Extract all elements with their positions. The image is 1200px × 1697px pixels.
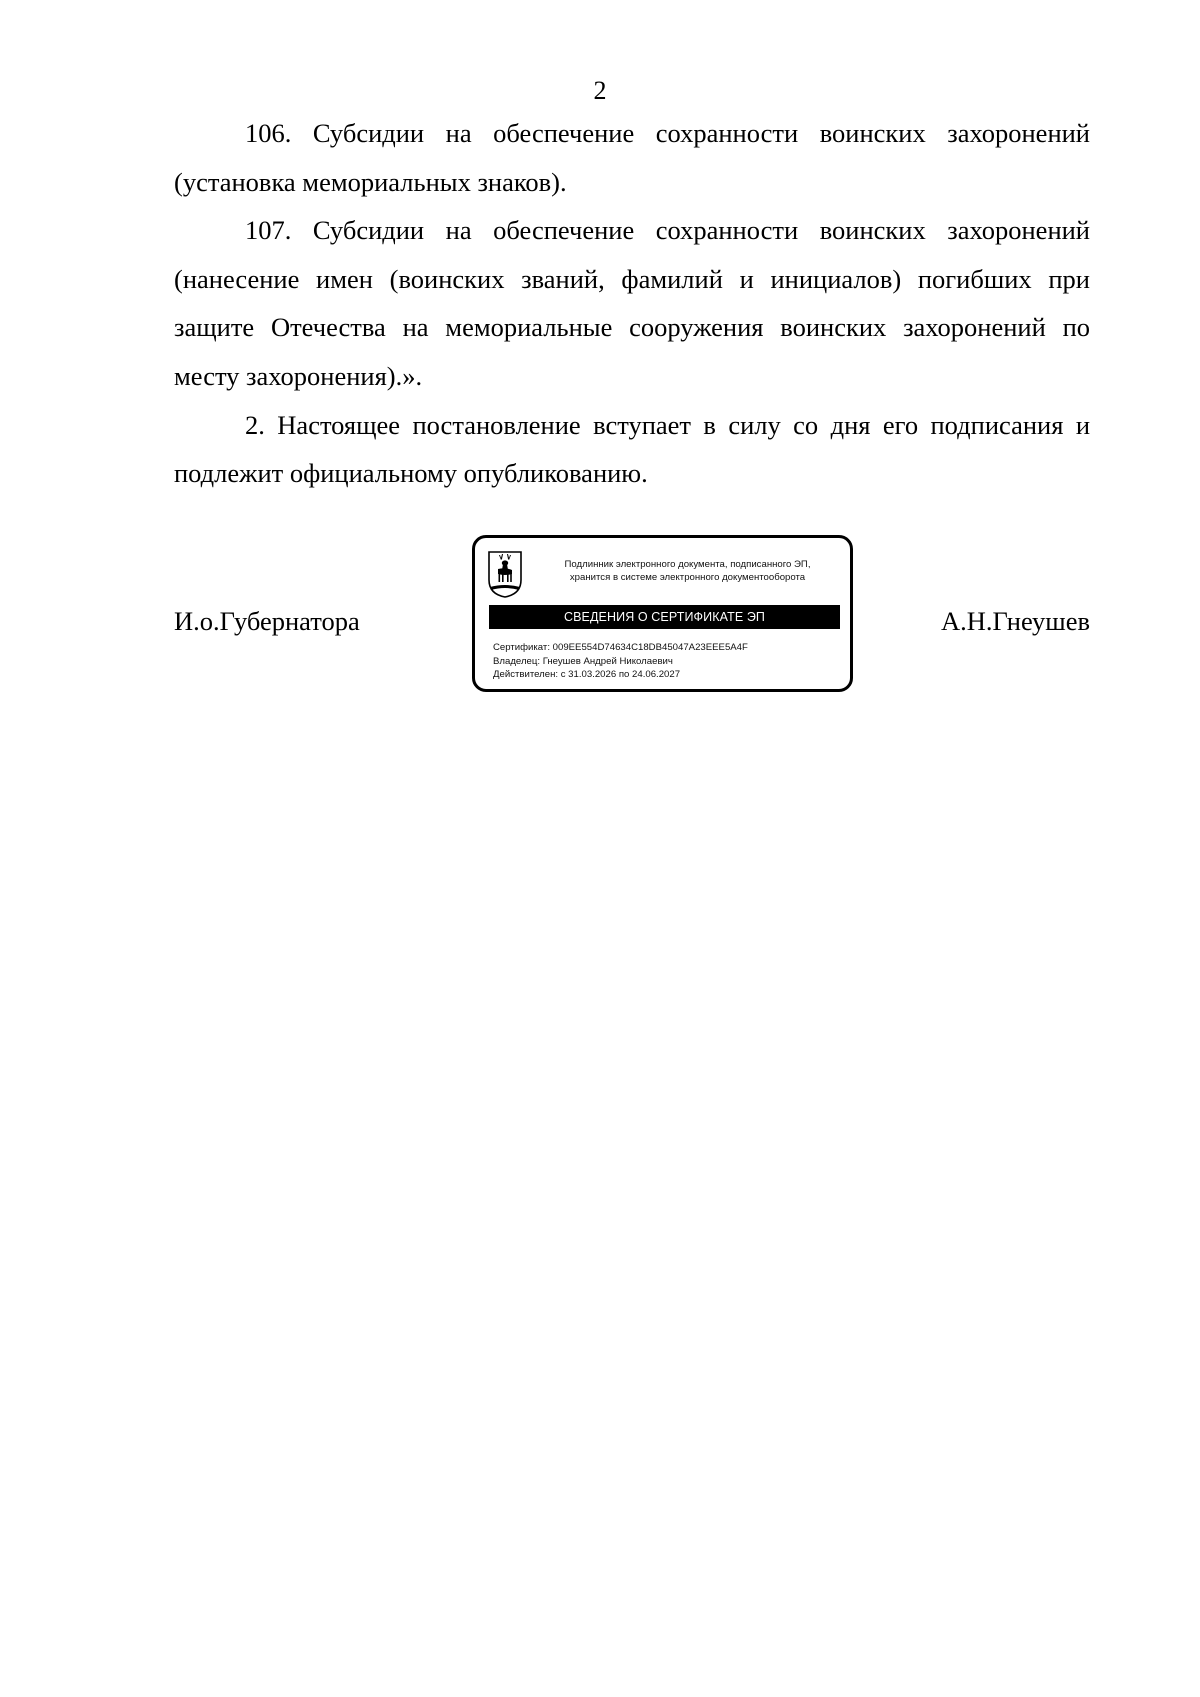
deer-coat-of-arms-icon	[487, 550, 523, 598]
stamp-certificate-owner: Владелец: Гнеушев Андрей Николаевич	[493, 655, 673, 667]
stamp-certificate-number: Сертификат: 009EE554D74634C18DB45047A23EEE5A4F	[493, 642, 748, 653]
signatory-position: И.о.Губернатора	[174, 606, 360, 636]
paragraph-106: 106. Субсидии на обеспечение сохранности воинских захоронений (установка мемориальных знаков).	[174, 118, 1090, 197]
page-number: 2	[593, 76, 607, 105]
stamp-header	[533, 558, 842, 584]
stamp-certificate-validity: Действителен: с 31.03.2026 по 24.06.2027	[493, 669, 681, 680]
paragraph-effective-date: 2. Настоящее постановление вступает в силу со дня его подписания и подлежит официальному опубликованию.	[174, 409, 1090, 489]
document-body	[174, 109, 1090, 498]
stamp-header-line-2: хранится в системе электронного документооборота	[569, 572, 806, 583]
stamp-certificate-title: СВЕДЕНИЯ О СЕРТИФИКАТЕ ЭП	[489, 605, 840, 629]
stamp-header-line-1: Подлинник электронного документа, подписанного ЭП,	[564, 559, 811, 570]
stamp-certificate-details	[493, 641, 842, 682]
paragraph-107: 107. Субсидии на обеспечение сохранности воинских захоронений (нанесение имен (воинских званий, фамилий и инициалов) погибших при защите Отечества на мемориальные сооружения воинских захоронений по месту захоронения).».	[174, 215, 1090, 391]
electronic-signature-stamp	[472, 535, 853, 692]
signatory-name: А.Н.Гнеушев	[940, 606, 1090, 636]
